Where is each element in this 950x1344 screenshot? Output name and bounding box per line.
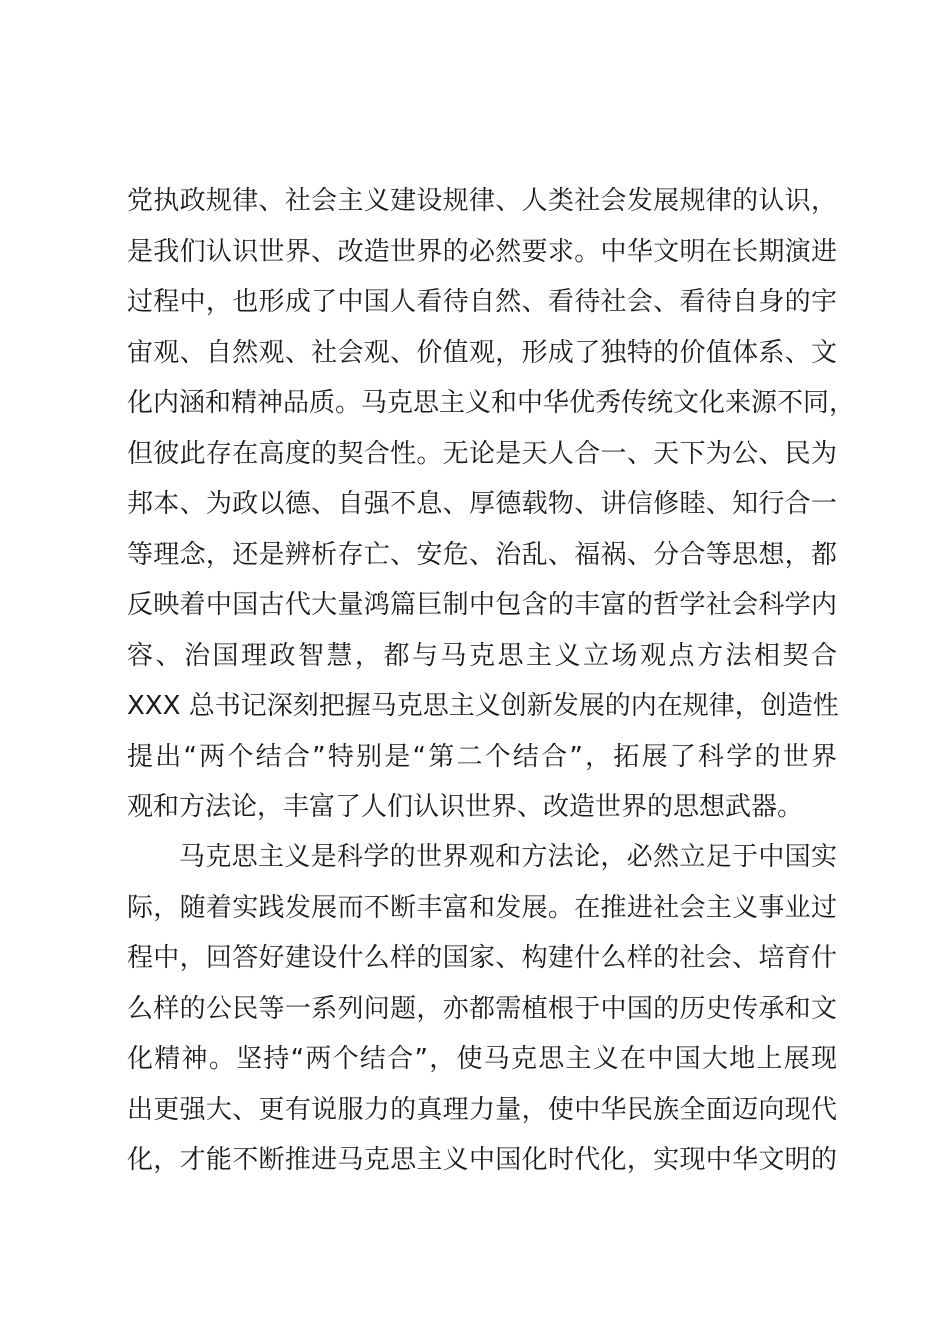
paragraph-line: 化精神。坚持“两个结合”，使马克思主义在中国大地上展现 [127,1044,837,1074]
paragraph-line: 际，随着实践发展而不断丰富和发展。在推进社会主义事业过 [127,892,837,923]
paragraph-line: 宙观、自然观、社会观、价值观，形成了独特的价值体系、文 [127,337,837,368]
paragraph-line: 是我们认识世界、改造世界的必然要求。中华文明在长期演进 [127,236,837,267]
paragraph-line: 容、治国理政智慧，都与马克思主义立场观点方法相契合 [127,640,837,671]
paragraph-line: 化，才能不断推进马克思主义中国化时代化，实现中华文明的 [127,1145,837,1175]
paragraph-line: 等理念，还是辨析存亡、安危、治乱、福祸、分合等思想，都 [127,539,837,570]
paragraph-2 [127,832,837,1186]
paragraph-line: 么样的公民等一系列问题，亦都需植根于中国的历史传承和文 [127,993,837,1024]
paragraph-line: 反映着中国古代大量鸿篇巨制中包含的丰富的哲学社会科学内 [127,590,837,620]
paragraph-line: 邦本、为政以德、自强不息、厚德载物、讲信修睦、知行合一 [127,489,837,519]
paragraph-line: 过程中，也形成了中国人看待自然、看待社会、看待自身的宇 [127,287,837,317]
paragraph-line: 马克思主义是科学的世界观和方法论，必然立足于中国实 [179,842,837,872]
paragraph-line: 出更强大、更有说服力的真理力量，使中华民族全面迈向现代 [127,1094,837,1125]
paragraph-line: 化内涵和精神品质。马克思主义和中华优秀传统文化来源不同， [127,388,856,418]
paragraph-line: 观和方法论，丰富了人们认识世界、改造世界的思想武器。 [127,792,804,822]
paragraph-line: XXX 总书记深刻把握马克思主义创新发展的内在规律，创造性 [127,691,839,721]
paragraph-line: 提出“两个结合”特别是“第二个结合”，拓展了科学的世界 [127,741,837,772]
paragraph-line: 党执政规律、社会主义建设规律、人类社会发展规律的认识， [127,186,837,216]
paragraph-line: 程中，回答好建设什么样的国家、构建什么样的社会、培育什 [127,943,837,973]
paragraph-line: 但彼此存在高度的契合性。无论是天人合一、天下为公、民为 [127,438,837,469]
paragraph-1 [127,176,856,833]
